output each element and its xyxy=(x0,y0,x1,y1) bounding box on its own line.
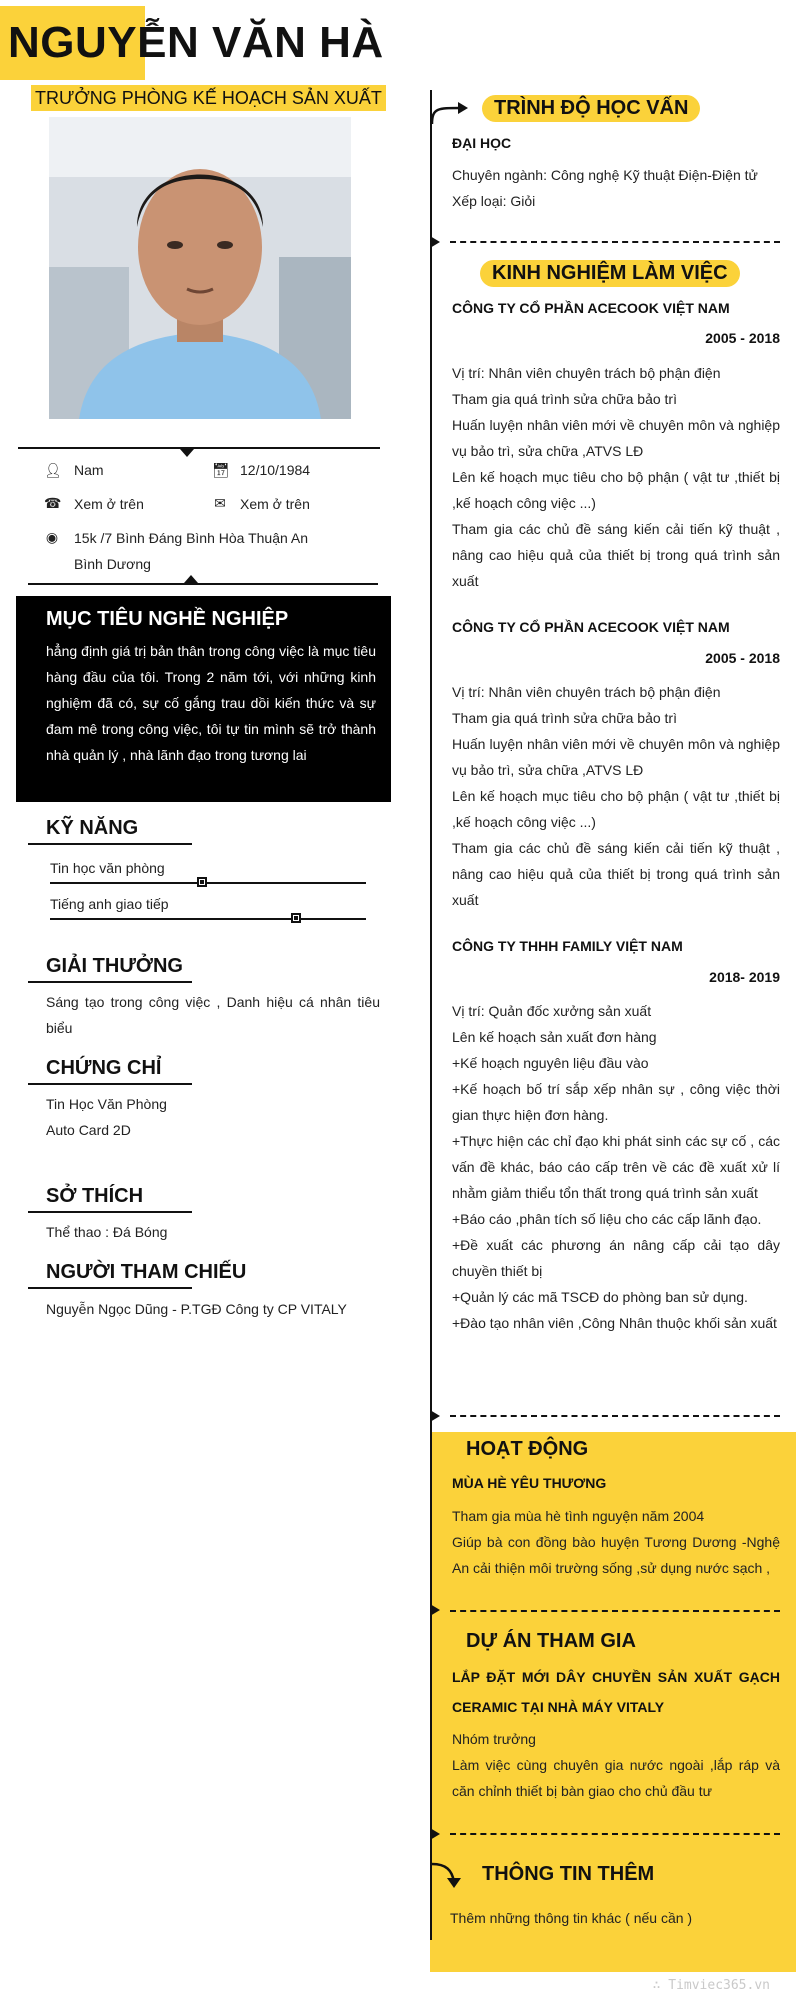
activity-description xyxy=(452,1503,780,1581)
location-icon: ◉ xyxy=(45,529,59,545)
section-divider xyxy=(450,1833,780,1835)
project-description xyxy=(452,1726,780,1804)
job-company: CÔNG TY THHH FAMILY VIỆT NAM xyxy=(452,938,683,954)
education-major: Chuyên ngành: Công nghệ Kỹ thuật Điện-Điện tử xyxy=(452,167,758,183)
job-period: 2005 - 2018 xyxy=(705,330,780,346)
job-line: Lên kế hoạch mục tiêu cho bộ phận ( vật tư ,thiết bị ,kế hoạch công việc ...) xyxy=(452,469,780,511)
skill-label: Tiếng anh giao tiếp xyxy=(50,896,169,912)
section-divider xyxy=(450,241,780,243)
education-grade: Xếp loại: Giỏi xyxy=(452,193,536,209)
contact-address: 15k /7 Bình Đáng Bình Hòa Thuận An Bình Dương xyxy=(74,530,309,572)
job-line: Vị trí: Nhân viên chuyên trách bộ phận điện xyxy=(452,365,721,381)
skill-label: Tin học văn phòng xyxy=(50,860,165,876)
contact-top-rule xyxy=(18,447,380,449)
section-marker xyxy=(430,1604,440,1616)
references-text: Nguyễn Ngọc Dũng - P.TGĐ Công ty CP VITALY xyxy=(46,1301,347,1317)
watermark: ∴ Timviec365.vn xyxy=(652,1978,770,1993)
job-line: Vị trí: Nhân viên chuyên trách bộ phận điện xyxy=(452,684,721,700)
experience-title: KINH NGHIỆM LÀM VIỆC xyxy=(480,260,740,287)
certificate-item: Auto Card 2D xyxy=(46,1122,131,1138)
job-description xyxy=(452,679,780,913)
job-line: +Kế hoạch nguyên liệu đầu vào xyxy=(452,1055,649,1071)
activity-name: MÙA HÈ YÊU THƯƠNG xyxy=(452,1475,607,1491)
job-line: +Báo cáo ,phân tích số liệu cho các cấp lãnh đạo. xyxy=(452,1211,762,1227)
contact-bottom-marker xyxy=(184,575,198,583)
objective-text: hẳng định giá trị bản thân trong công việc là mục tiêu hàng đầu của tôi. Trong 2 năm tới, với những kinh nghiệm đã có, sự cố gắng trau dồi kiến thức và sự đam mê trong công việc, tôi tự tin mình sẽ trở thành nhà quản lý , nhà lãnh đạo trong tương lai xyxy=(46,643,376,763)
job-company: CÔNG TY CỔ PHẦN ACECOOK VIỆT NAM xyxy=(452,300,730,316)
contact-birthday: 12/10/1984 xyxy=(240,462,311,478)
contact-bottom-rule xyxy=(28,583,378,585)
candidate-name: NGUYỄN VĂN HÀ xyxy=(8,18,384,67)
skills-rule xyxy=(28,843,192,845)
certificates-title: CHỨNG CHỈ xyxy=(46,1057,162,1079)
profile-photo xyxy=(49,117,351,419)
section-marker xyxy=(430,236,440,248)
job-description xyxy=(452,360,780,594)
objective-section xyxy=(16,596,391,802)
phone-icon: ☎ xyxy=(44,495,62,511)
job-line: Tham gia các chủ đề sáng kiến cải tiến kỹ thuật , nâng cao hiệu quả của thiết bị trong quá trình sản xuất xyxy=(452,840,780,908)
job-line: Lên kế hoạch mục tiêu cho bộ phận ( vật tư ,thiết bị ,kế hoạch công việc ...) xyxy=(452,788,780,830)
job-line: +Thực hiện các chỉ đạo khi phát sinh các sự cố , các vấn đề khác, báo cáo cấp trên về các đề xuất xử lí nhằm giảm thiểu tổn thất trong quá trình sản xuất xyxy=(452,1133,780,1201)
contact-email: Xem ở trên xyxy=(240,496,310,512)
certificates-rule xyxy=(28,1083,192,1085)
contact-top-marker xyxy=(180,449,194,457)
job-period: 2018- 2019 xyxy=(709,969,780,985)
extra-text: Thêm những thông tin khác ( nếu cần ) xyxy=(450,1910,693,1926)
hobbies-title: SỞ THÍCH xyxy=(46,1185,144,1207)
timeline-line xyxy=(430,90,432,1940)
skills-title: KỸ NĂNG xyxy=(46,817,139,839)
calendar-icon: 📅︎ xyxy=(212,462,230,478)
references-rule xyxy=(28,1287,192,1289)
job-line: Tham gia các chủ đề sáng kiến cải tiến kỹ thuật , nâng cao hiệu quả của thiết bị trong quá trình sản xuất xyxy=(452,521,780,589)
education-school: ĐẠI HỌC xyxy=(452,135,512,151)
user-icon: 👤︎ xyxy=(44,462,62,478)
job-line: +Đào tạo nhân viên ,Công Nhân thuộc khối sản xuất xyxy=(452,1315,777,1331)
project-name: LẮP ĐẶT MỚI DÂY CHUYỀN SẢN XUẤT GẠCH CERAMIC TẠI NHÀ MÁY VITALY xyxy=(452,1669,780,1715)
job-line: Tham gia quá trình sửa chữa bảo trì xyxy=(452,710,677,726)
hobbies-rule xyxy=(28,1211,192,1213)
section-marker xyxy=(430,1410,440,1422)
projects-title: DỰ ÁN THAM GIA xyxy=(466,1630,636,1652)
job-line: Vị trí: Quản đốc xưởng sản xuất xyxy=(452,1003,652,1019)
job-period: 2005 - 2018 xyxy=(705,650,780,666)
section-marker xyxy=(430,1828,440,1840)
job-line: Huấn luyện nhân viên mới về chuyên môn và nghiệp vụ bảo trì, sửa chữa ,ATVS LĐ xyxy=(452,736,780,778)
skill-track xyxy=(50,882,366,884)
job-line: +Đề xuất các phương án nâng cấp cải tạo dây chuyền thiết bị xyxy=(452,1237,780,1279)
job-line: Tham gia quá trình sửa chữa bảo trì xyxy=(452,391,677,407)
project-line: Làm việc cùng chuyên gia nước ngoài ,lắp ráp và căn chỉnh thiết bị bàn giao cho chủ đầu tư xyxy=(452,1757,780,1799)
extra-title: THÔNG TIN THÊM xyxy=(482,1863,655,1885)
job-description xyxy=(452,998,780,1336)
email-icon: ✉ xyxy=(214,495,226,511)
hobbies-text: Thể thao : Đá Bóng xyxy=(46,1224,168,1240)
activities-title: HOẠT ĐỘNG xyxy=(466,1438,589,1460)
awards-title: GIẢI THƯỞNG xyxy=(46,955,183,977)
contact-gender: Nam xyxy=(74,462,104,478)
awards-text: Sáng tạo trong công việc , Danh hiệu cá nhân tiêu biểu xyxy=(46,994,380,1036)
section-divider xyxy=(450,1415,780,1417)
skill-track xyxy=(50,918,366,920)
skill-level-knob xyxy=(197,877,207,887)
job-company: CÔNG TY CỔ PHẦN ACECOOK VIỆT NAM xyxy=(452,619,730,635)
job-line: +Kế hoạch bố trí sắp xếp nhân sự , công việc thời gian thực hiện đơn hàng. xyxy=(452,1081,780,1123)
objective-title: MỤC TIÊU NGHỀ NGHIỆP xyxy=(46,608,289,630)
project-line: Nhóm trưởng xyxy=(452,1731,536,1747)
certificate-item: Tin Học Văn Phòng xyxy=(46,1096,167,1112)
education-title: TRÌNH ĐỘ HỌC VẤN xyxy=(482,95,700,122)
job-title: TRƯỞNG PHÒNG KẾ HOẠCH SẢN XUẤT xyxy=(31,85,386,111)
job-line: Huấn luyện nhân viên mới về chuyên môn và nghiệp vụ bảo trì, sửa chữa ,ATVS LĐ xyxy=(452,417,780,459)
skill-level-knob xyxy=(291,913,301,923)
awards-rule xyxy=(28,981,192,983)
curved-arrow-icon xyxy=(430,96,470,126)
activity-line: Tham gia mùa hè tình nguyện năm 2004 xyxy=(452,1508,705,1524)
job-line: +Quản lý các mã TSCĐ do phòng ban sử dụng. xyxy=(452,1289,748,1305)
activity-line: Giúp bà con đồng bào huyện Tương Dương -Nghệ An cải thiện môi trường sống ,sử dụng nước sạch , xyxy=(452,1534,780,1576)
curved-arrow-icon xyxy=(432,1860,472,1890)
references-title: NGƯỜI THAM CHIẾU xyxy=(46,1261,247,1283)
job-line: Lên kế hoạch sản xuất đơn hàng xyxy=(452,1029,657,1045)
section-divider xyxy=(450,1610,780,1612)
contact-phone: Xem ở trên xyxy=(74,496,144,512)
